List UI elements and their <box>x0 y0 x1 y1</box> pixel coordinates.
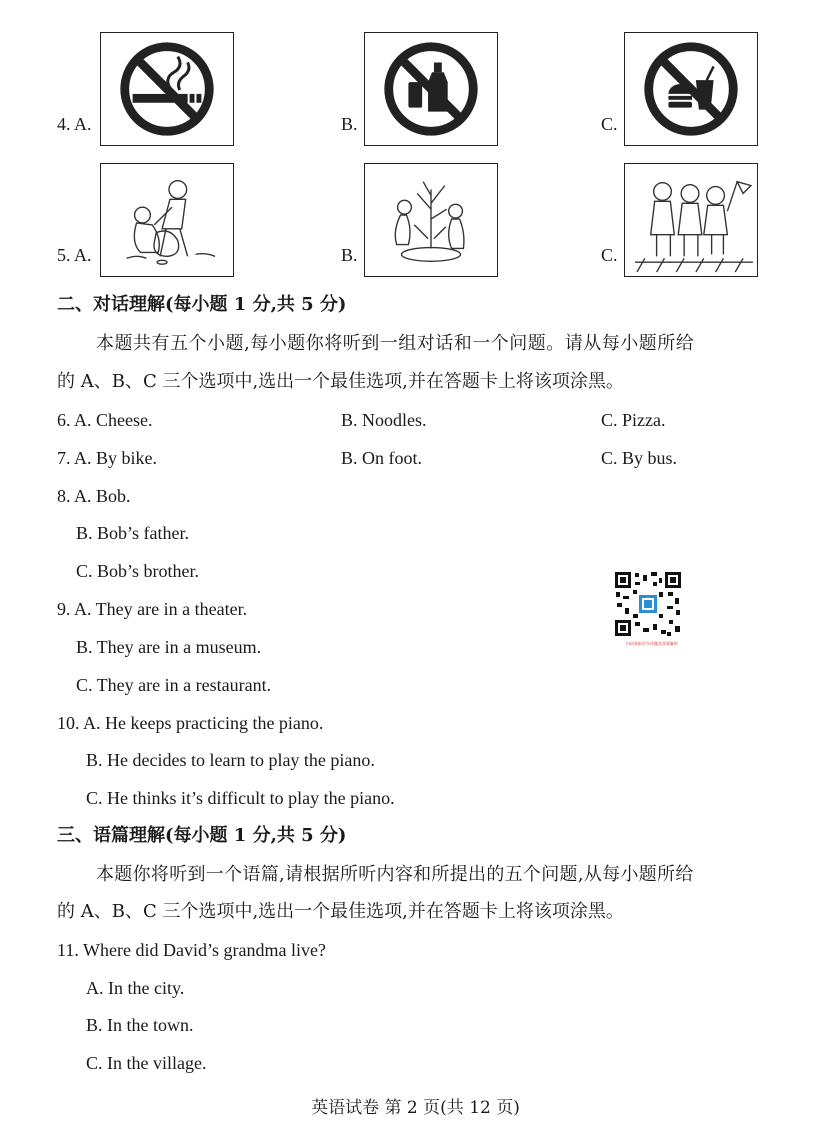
section3-intro-line2: 的 A、B、C 三个选项中,选出一个最佳选项,并在答题卡上将该项涂黑。 <box>57 901 624 922</box>
q6-option-b: B. Noodles. <box>341 410 427 430</box>
section2-intro-line1: 本题共有五个小题,每小题你将听到一组对话和一个问题。请从每小题所给 <box>96 333 695 354</box>
picking-up-litter-picture <box>100 163 234 277</box>
q7-option-b: B. On foot. <box>341 448 422 468</box>
q10-option-a: 10. A. He keeps practicing the piano. <box>57 713 324 733</box>
q8-option-b: B. Bob’s father. <box>76 523 189 543</box>
q5-label-b: B. <box>341 245 358 265</box>
q9-option-c: C. They are in a restaurant. <box>76 675 272 695</box>
qr-code[interactable] <box>613 570 683 638</box>
q4-label-b: B. <box>341 114 358 134</box>
section2-title: 二、对话理解(每小题 1 分,共 5 分) <box>57 294 347 315</box>
qr-caption: 扫码获取更多试题及答案解析 <box>626 641 678 646</box>
q10-option-b: B. He decides to learn to play the piano. <box>86 750 375 770</box>
q9-option-a: 9. A. They are in a theater. <box>57 599 248 619</box>
q11-option-b: B. In the town. <box>86 1015 194 1035</box>
section3-intro-line1: 本题你将听到一个语篇,请根据所听内容和所提出的五个问题,从每小题所给 <box>96 864 694 885</box>
q5-label-a: 5. A. <box>57 245 92 265</box>
qr-code-icon <box>613 570 683 638</box>
no-smoking-sign <box>100 32 234 146</box>
q8-option-a: 8. A. Bob. <box>57 486 131 506</box>
page-footer: 英语试卷 第 2 页(共 12 页) <box>311 1098 520 1118</box>
q5-label-c: C. <box>601 245 618 265</box>
q7-option-c: C. By bus. <box>601 448 678 468</box>
planting-trees-picture <box>364 163 498 277</box>
q6-option-c: C. Pizza. <box>601 410 666 430</box>
q9-option-b: B. They are in a museum. <box>76 637 262 657</box>
q6-option-a: 6. A. Cheese. <box>57 410 153 430</box>
no-food-sign <box>624 32 758 146</box>
q11-question: 11. Where did David’s grandma live? <box>57 940 326 960</box>
q7-option-a: 7. A. By bike. <box>57 448 158 468</box>
no-food-icon <box>625 33 757 145</box>
no-smoking-icon <box>101 33 233 145</box>
section2-intro-line2: 的 A、B、C 三个选项中,选出一个最佳选项,并在答题卡上将该项涂黑。 <box>57 371 624 392</box>
no-drinks-icon <box>365 33 497 145</box>
children-walking-picture <box>624 163 758 277</box>
q4-label-c: C. <box>601 114 618 134</box>
no-drinks-sign <box>364 32 498 146</box>
q10-option-c: C. He thinks it’s difficult to play the piano. <box>86 788 395 808</box>
q4-label-a: 4. A. <box>57 114 92 134</box>
q8-option-c: C. Bob’s brother. <box>76 561 200 581</box>
q11-option-c: C. In the village. <box>86 1053 207 1073</box>
section3-title: 三、语篇理解(每小题 1 分,共 5 分) <box>57 825 347 846</box>
q11-option-a: A. In the city. <box>86 978 185 998</box>
